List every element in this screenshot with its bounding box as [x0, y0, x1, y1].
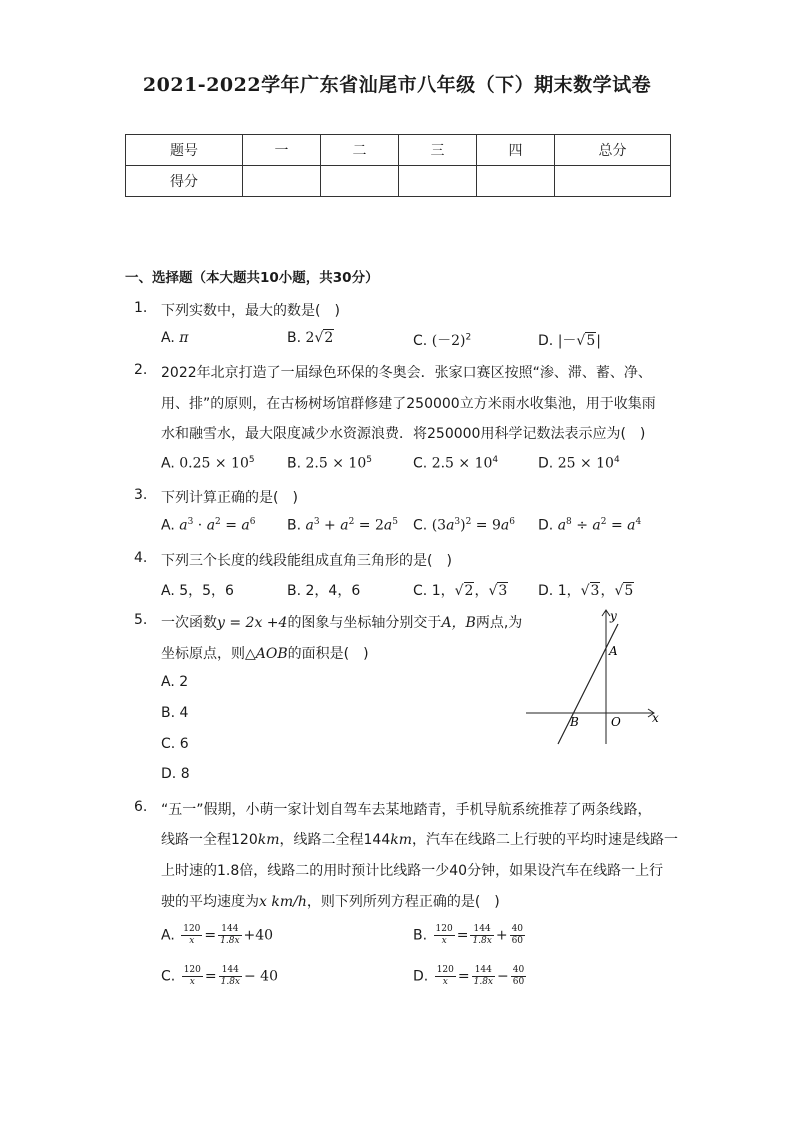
section-heading: 一、选择题（本大题共10小题，共30分）	[125, 270, 379, 286]
function-line	[558, 624, 618, 744]
question-stem-line: 坐标原点，则△AOB的面积是( )	[161, 646, 369, 662]
question-number: 6.	[134, 799, 148, 815]
question-stem-line: 用、排”的原则，在古杨树场馆群修建了250000立方米雨水收集池，用于收集雨	[161, 396, 656, 412]
question-number: 2.	[134, 362, 148, 378]
option-c: C. $(3a^3)^2 = 9a^6$	[413, 517, 515, 534]
score-cell	[321, 166, 399, 197]
option-c: C. 1，√2，√3	[413, 583, 508, 599]
option-b: B. 2√2	[287, 330, 334, 346]
option-d: D. 8	[161, 766, 190, 782]
option-d: D. $a^8 \div a^2 = a^4$	[538, 517, 642, 534]
header-cell: 一	[243, 135, 321, 166]
question-stem-line: 线路一全程120km，线路二全程144km，汽车在线路二上行驶的平均时速是线路一	[161, 832, 678, 848]
option-c: C. 6	[161, 736, 189, 752]
question-stem-line: 2022年北京打造了一届绿色环保的冬奥会．张家口赛区按照“渗、滞、蓄、净、	[161, 365, 652, 381]
question-number: 1.	[134, 300, 148, 316]
option-a: A. 5，5，6	[161, 583, 234, 599]
score-table-score-row	[126, 166, 671, 197]
question-stem-line: 驶的平均速度为x km/h，则下列所列方程正确的是( )	[161, 894, 500, 910]
origin-label: O	[611, 715, 621, 729]
question-stem-line: “五一”假期，小萌一家计划自驾车去某地踏青，手机导航系统推荐了两条线路，	[161, 802, 652, 818]
y-axis-label: y	[610, 609, 617, 623]
score-cell	[477, 166, 555, 197]
option-b: B. $2.5 \times 10^5$	[287, 455, 372, 472]
option-a: A. $\frac{120}{x}$ = $\frac{144}{1.8x}$ +40	[161, 924, 274, 946]
question-number: 3.	[134, 487, 148, 503]
header-cell: 四	[477, 135, 555, 166]
point-b-label: B	[570, 715, 579, 729]
option-b: B. 2，4，6	[287, 583, 361, 599]
exam-title: 2021-2022学年广东省汕尾市八年级（下）期末数学试卷	[142, 74, 652, 96]
option-b: B. 4	[161, 705, 189, 721]
question-number: 4.	[134, 550, 148, 566]
x-axis-label: x	[652, 711, 659, 725]
header-cell: 题号	[126, 135, 243, 166]
score-cell	[243, 166, 321, 197]
option-b: B. $\frac{120}{x}$ = $\frac{144}{1.8x}$ + $\frac{40}{60}$	[413, 924, 524, 946]
score-table-header-row	[126, 135, 671, 166]
option-d: D. $\frac{120}{x}$ = $\frac{144}{1.8x}$ − $\frac{40}{60}$	[413, 965, 525, 987]
score-cell	[555, 166, 671, 197]
option-a: A. $0.25 \times 10^5$	[161, 455, 255, 472]
question-stem-line: 上时速的1.8倍，线路二的用时预计比线路一少40分钟，如果设汽车在线路一上行	[161, 863, 664, 879]
header-cell: 总分	[555, 135, 671, 166]
point-a-label: A	[609, 644, 618, 658]
header-cell: 二	[321, 135, 399, 166]
option-d: D. |－√5|	[538, 333, 601, 349]
row-label-cell: 得分	[126, 166, 243, 197]
question-stem: 下列三个长度的线段能组成直角三角形的是( )	[161, 553, 452, 569]
question-stem-line: 水和融雪水，最大限度减少水资源浪费．将250000用科学记数法表示应为( )	[161, 426, 646, 442]
question-stem: 下列实数中，最大的数是( )	[161, 303, 340, 319]
function-graph	[522, 604, 667, 749]
option-c: C. $2.5 \times 10^4$	[413, 455, 499, 472]
header-cell: 三	[399, 135, 477, 166]
score-table	[125, 134, 671, 197]
question-number: 5.	[134, 612, 148, 628]
option-c: C. $(-2)^2$	[413, 332, 472, 349]
question-stem: 下列计算正确的是( )	[161, 490, 298, 506]
score-cell	[399, 166, 477, 197]
option-d: D. $25 \times 10^4$	[538, 455, 620, 472]
option-a: A. π	[161, 330, 189, 346]
option-b: B. $a^3 + a^2 = 2a^5$	[287, 517, 398, 534]
option-a: A. 2	[161, 674, 189, 690]
question-stem-line: 一次函数y = 2x +4的图象与坐标轴分别交于A，B两点,为	[161, 615, 523, 631]
option-a: A. $a^3 \cdot a^2 = a^6$	[161, 517, 256, 534]
option-c: C. $\frac{120}{x}$ = $\frac{144}{1.8x}$ − 40	[161, 965, 278, 987]
option-d: D. 1，√3，√5	[538, 583, 634, 599]
